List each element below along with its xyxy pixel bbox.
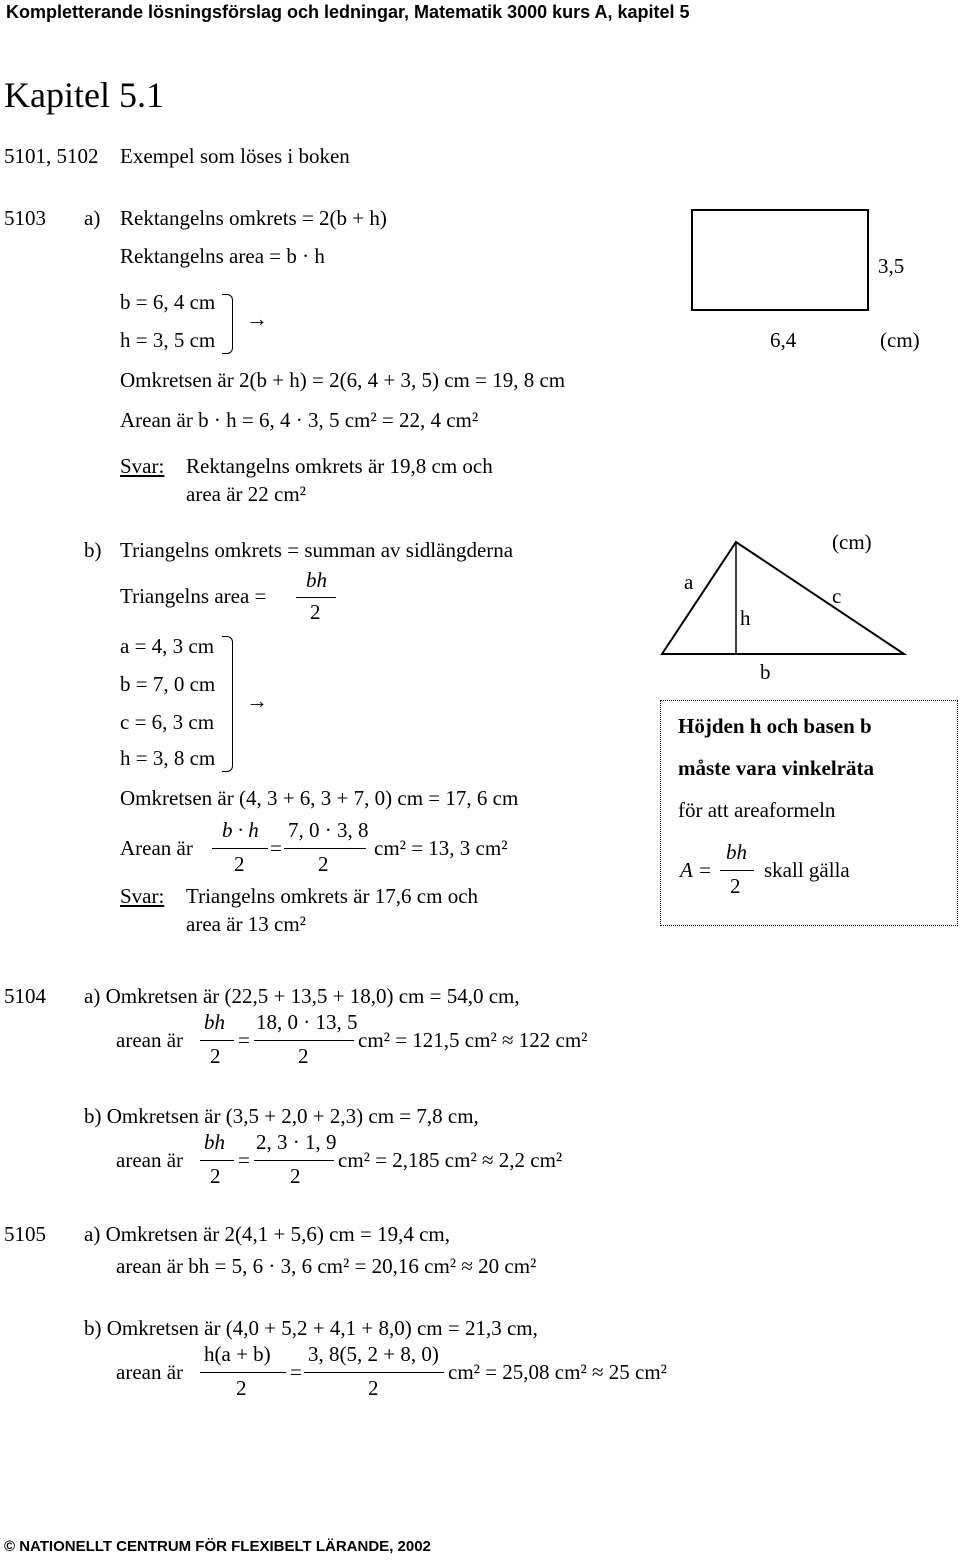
ex5105-b-result: cm² = 25,08 cm² ≈ 25 cm² [448,1360,667,1384]
ex5105-b-frac2-num: 3, 8(5, 2 + 8, 0) [308,1342,439,1366]
ex5104-b-arean: arean är [116,1148,184,1172]
tri-perimeter-formula: Triangelns omkrets = summan av sidlängderna [120,538,514,562]
ex5104-a-frac1-num: bh [204,1010,225,1034]
ex5105-a-line1: a) Omkretsen är 2(4,1 + 5,6) cm = 19,4 cm, [84,1222,451,1246]
fraction-bar [212,848,268,849]
ex5104-a-arean: arean är [116,1028,184,1052]
tri-frac2-numerator: 7, 0 · 3, 8 [288,818,369,842]
exercise-number-5104: 5104 [4,984,46,1008]
rect-area-formula: Rektangelns area = b · h [120,244,325,268]
exercise-number-5103: 5103 [4,206,46,230]
ex5105-b-line1: b) Omkretsen är (4,0 + 5,2 + 4,1 + 8,0) cm = 21,3 cm, [84,1316,538,1340]
footer-copyright: © NATIONELLT CENTRUM FÖR FLEXIBELT LÄRANDE, 2002 [4,1538,431,1555]
given-b-rect: b = 6, 4 cm [120,290,216,314]
tri-unit-label: (cm) [832,530,872,554]
answer-b-line2: area är 13 cm² [186,912,306,936]
note-line4: skall gälla [764,858,850,882]
ex5104-a-result: cm² = 121,5 cm² ≈ 122 cm² [358,1028,588,1052]
ex5104-a-frac2-num: 18, 0 · 13, 5 [256,1010,358,1034]
answer-a-line1: Rektangelns omkrets är 19,8 cm och [186,454,493,478]
tri-height-label: h [740,606,751,630]
given-brace [222,294,233,354]
ex5105-b-frac1-num: h(a + b) [204,1342,271,1366]
fraction-bar [254,1040,354,1041]
rectangle-figure [690,206,890,316]
ex5105-b-frac1-den: 2 [236,1376,247,1400]
answer-b-line1: Triangelns omkrets är 17,6 cm och [186,884,479,908]
exercise-number-5101: 5101, 5102 [4,144,99,168]
note-line1: Höjden h och basen b [678,714,872,738]
ex5104-b-frac1-den: 2 [210,1164,221,1188]
tri-area-result: cm² = 13, 3 cm² [374,836,508,860]
tri-frac1-numerator: b · h [222,818,259,842]
rect-perimeter-calc: Omkretsen är 2(b + h) = 2(6, 4 + 3, 5) cm = 19, 8 cm [120,368,566,392]
tri-frac2-denominator: 2 [318,852,329,876]
fraction-bar [304,1372,444,1373]
given-brace-tri [222,636,233,772]
ex5104-b-frac2-num: 2, 3 · 1, 9 [256,1130,337,1154]
rect-perimeter-formula: Rektangelns omkrets = 2(b + h) [120,206,387,230]
ex5105-a-line2: arean är bh = 5, 6 · 3, 6 cm² = 20,16 cm² ≈ 20 cm² [116,1254,537,1278]
answer-label-a: Svar: [120,454,165,478]
ex5104-b-frac2-den: 2 [290,1164,301,1188]
given-c-tri: c = 6, 3 cm [120,710,215,734]
ex5104-a-frac1-den: 2 [210,1044,221,1068]
implies-arrow-icon: → [246,688,268,713]
fraction-bar [296,597,336,598]
tri-frac1-denominator: 2 [234,852,245,876]
exercise-5101-text: Exempel som löses i boken [120,144,350,168]
exercise-number-5105: 5105 [4,1222,46,1246]
part-a-label: a) [84,206,101,230]
ex5104-b-result: cm² = 2,185 cm² ≈ 2,2 cm² [338,1148,563,1172]
ex5105-b-arean: arean är [116,1360,184,1384]
chapter-title: Kapitel 5.1 [4,75,164,115]
tri-arean-label: Arean är [120,836,193,860]
tri-side-c-label: c [832,584,842,608]
note-formula-denominator: 2 [730,874,741,898]
ex5105-b-frac2-den: 2 [368,1376,379,1400]
tri-base-label: b [760,660,771,684]
given-h-rect: h = 3, 5 cm [120,328,216,352]
fraction-bar [200,1160,234,1161]
tri-perimeter-calc: Omkretsen är (4, 3 + 6, 3 + 7, 0) cm = 17, 6 cm [120,786,519,810]
rect-width-label: 6,4 [770,328,797,352]
answer-label-b: Svar: [120,884,165,908]
document-header: Kompletterande lösningsförslag och ledningar, Matematik 3000 kurs A, kapitel 5 [6,2,690,22]
tri-side-a-label: a [684,570,694,594]
ex5104-a-frac2-den: 2 [298,1044,309,1068]
note-line3: för att areaformeln [678,798,836,822]
fraction-bar [254,1160,334,1161]
note-formula-numerator: bh [726,840,747,864]
implies-arrow-icon: → [246,306,268,331]
ex5104-b-frac1-num: bh [204,1130,225,1154]
tri-area-numerator: bh [306,568,327,592]
triangle-figure [660,536,910,660]
rect-height-label: 3,5 [878,254,905,278]
rect-area-calc: Arean är b · h = 6, 4 · 3, 5 cm² = 22, 4 cm² [120,408,479,432]
tri-area-denominator: 2 [310,600,321,624]
answer-a-line2: area är 22 cm² [186,482,306,506]
fraction-bar [200,1372,286,1373]
fraction-bar [200,1040,234,1041]
part-b-label: b) [84,538,102,562]
fraction-bar [720,870,754,871]
ex5104-a-line1: a) Omkretsen är (22,5 + 13,5 + 18,0) cm = 54,0 cm, [84,984,520,1008]
tri-area-label: Triangelns area = [120,584,267,608]
fraction-bar [284,848,366,849]
given-a-tri: a = 4, 3 cm [120,634,215,658]
given-b-tri: b = 7, 0 cm [120,672,216,696]
given-h-tri: h = 3, 8 cm [120,746,216,770]
ex5104-b-line1: b) Omkretsen är (3,5 + 2,0 + 2,3) cm = 7,8 cm, [84,1104,479,1128]
rect-unit-label: (cm) [880,328,920,352]
note-formula-lhs: A = [680,858,712,882]
note-line2: måste vara vinkelräta [678,756,874,780]
